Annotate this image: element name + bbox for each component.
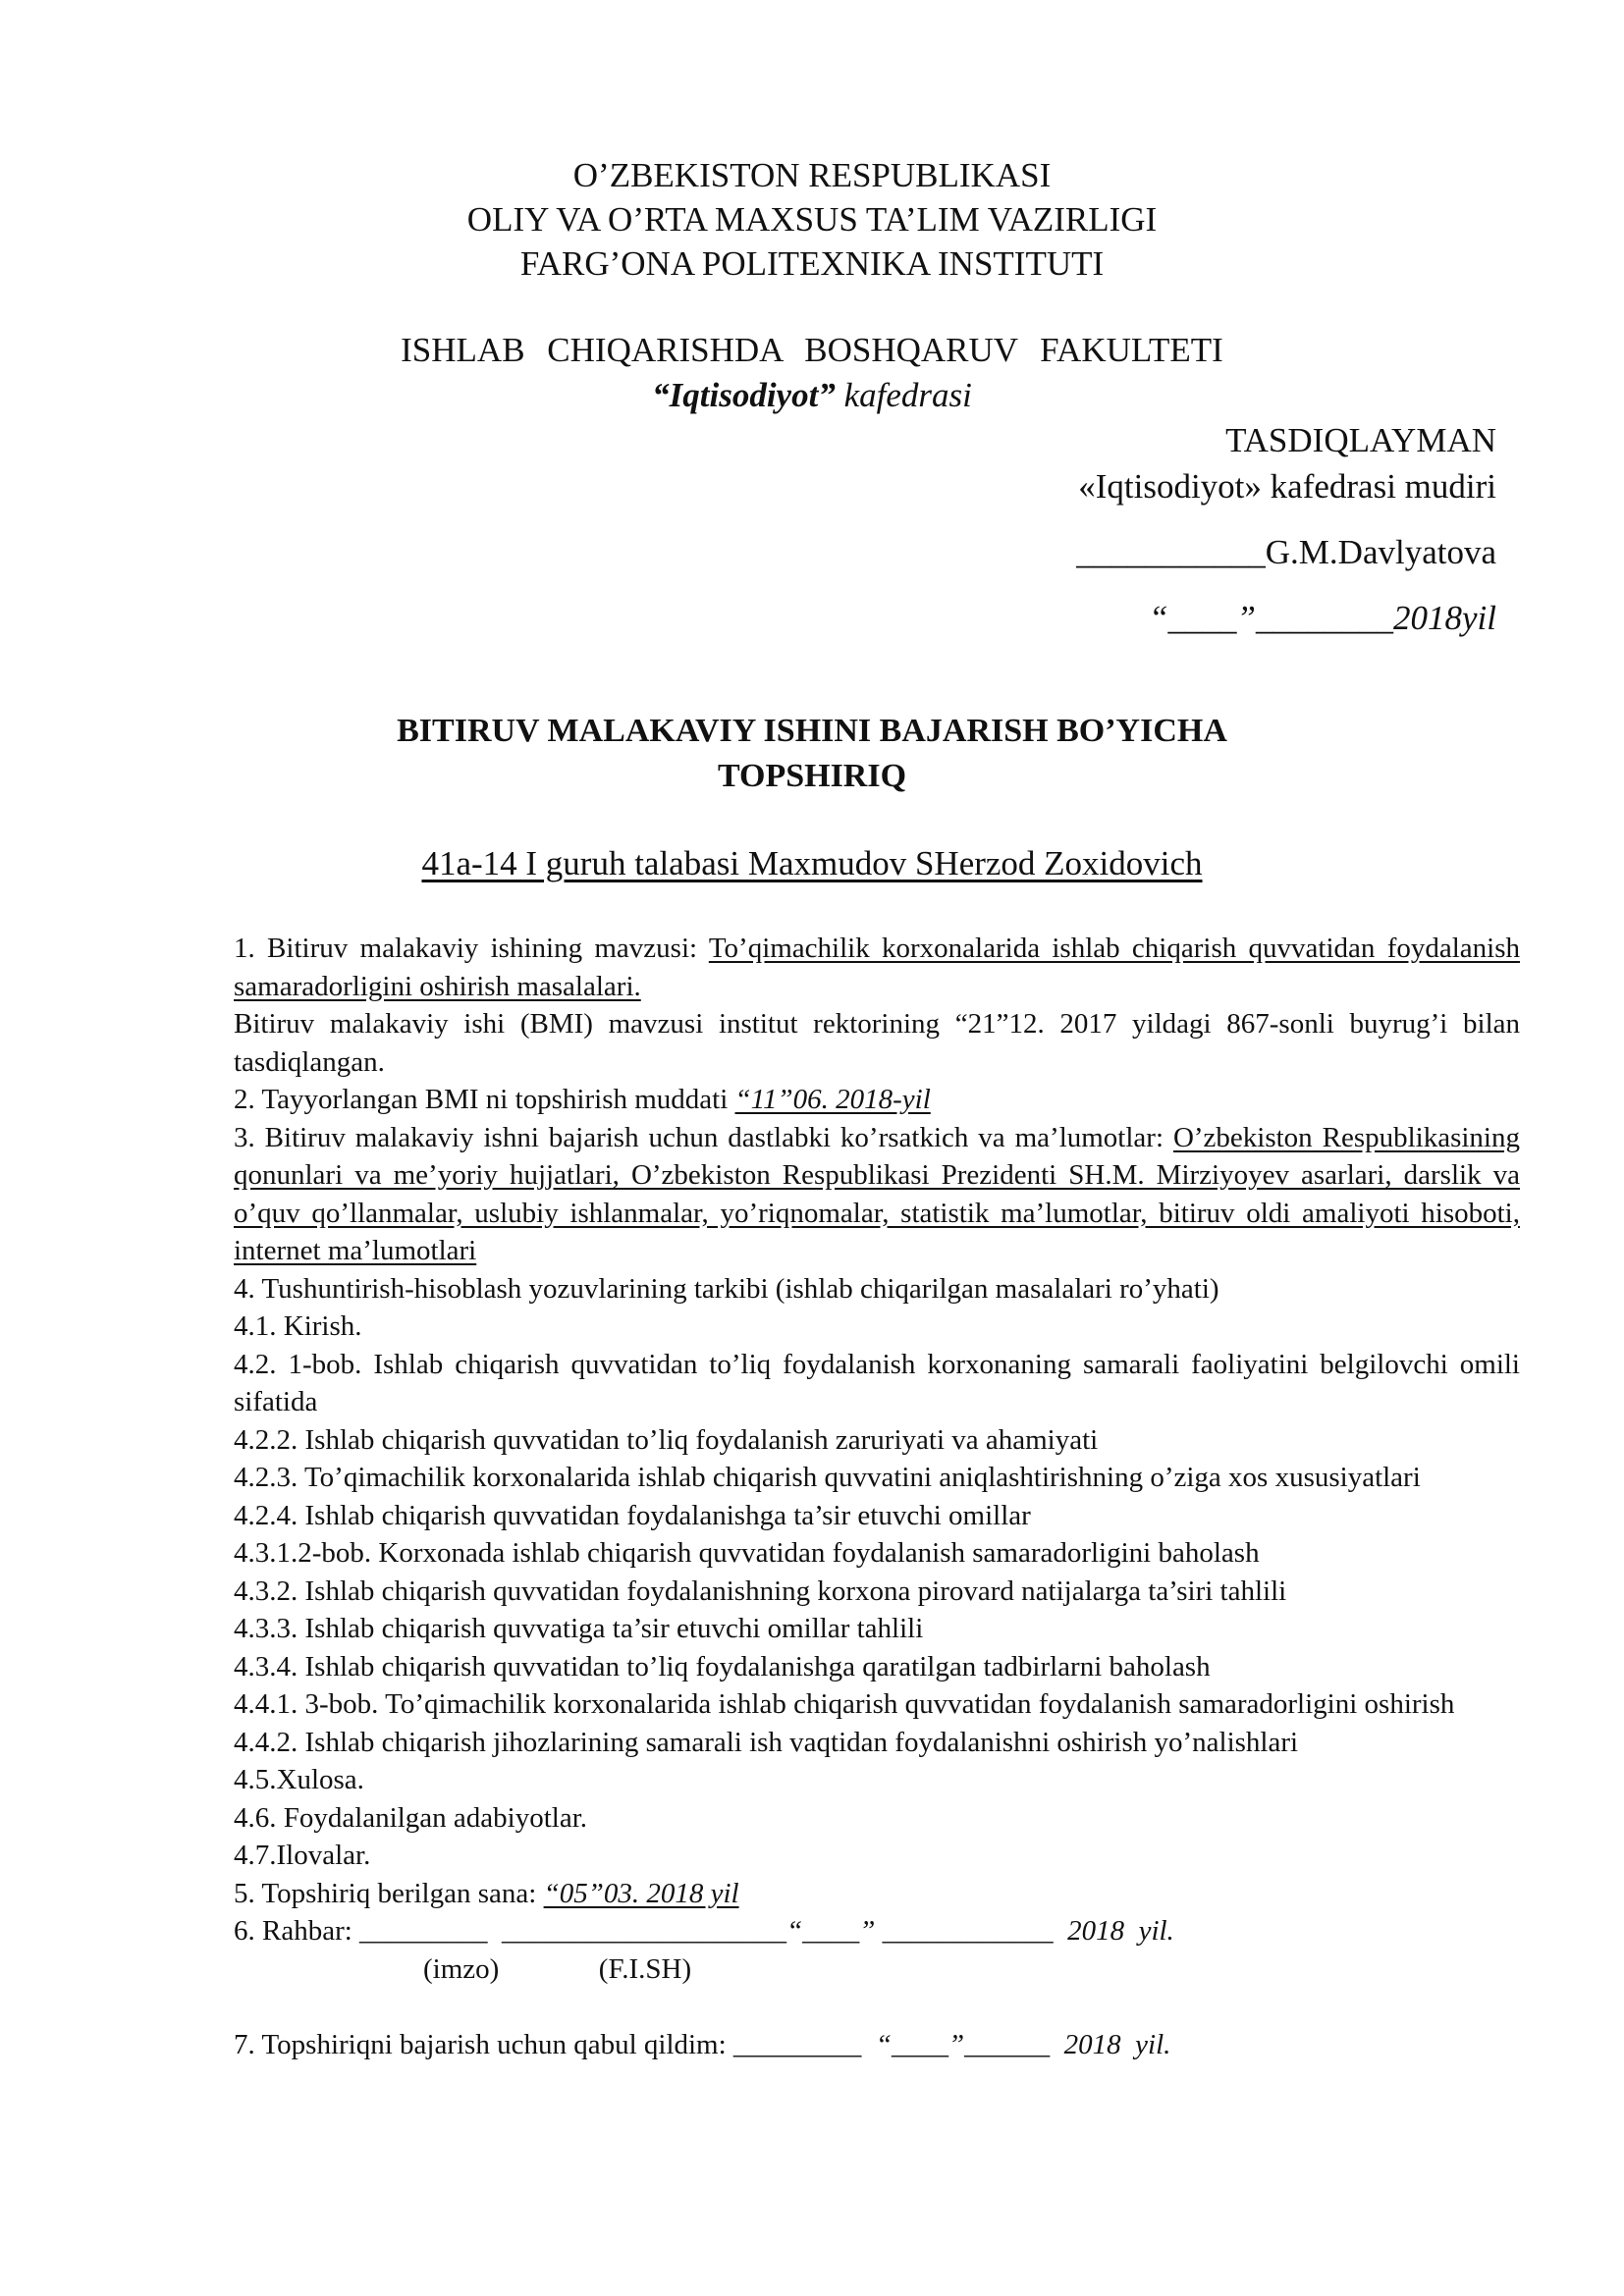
item-5-label: 5. Topshiriq berilgan sana: xyxy=(234,1877,544,1909)
contents-item: 4.2.4. Ishlab chiqarish quvvatidan foydalanishga ta’sir etuvchi omillar xyxy=(234,1499,1031,1531)
contents-item: 4.4.2. Ishlab chiqarish jihozlarining samarali ish vaqtidan foydalanishni oshirish yo’nalishlari xyxy=(234,1726,1299,1758)
item-3-value: O’zbekiston Respublikasining qonunlari va me’yoriy hujjatlari, O’zbekiston Respublikasi Prezidenti SH.M. Mirziyoyev asarlari, darslik va o’quv qo’llanmalar, uslubiy ishlanmalar, yo’riqnomalar, statistik ma’lumotlar, bitiruv oldi amaliyoti hisoboti, internet ma’lumotlari xyxy=(234,1121,1520,1266)
item-6-label: 6. Rahbar: _________ ____________________ xyxy=(234,1915,787,1947)
document-title-line1: BITIRUV MALAKAVIY ISHINI BAJARISH BO’YICHA xyxy=(397,713,1227,749)
signature-caption: (imzo) (F.I.SH) xyxy=(423,1952,692,1985)
item-3-label: 3. Bitiruv malakaviy ishni bajarish uchun dastlabki ko’rsatkich va ma’lumotlar: xyxy=(234,1121,1173,1153)
contents-item: 4.4.1. 3-bob. To’qimachilik korxonalarida ishlab chiqarish quvvatidan foydalanish samaradorligini oshirish xyxy=(234,1688,1455,1720)
spacer xyxy=(234,1988,1520,2026)
department-name xyxy=(0,374,1624,417)
item-7-label: 7. Topshiriqni bajarish uchun qabul qildim: _________ xyxy=(234,2028,876,2060)
item-6-date: “____” ____________ 2018 yil. xyxy=(786,1915,1174,1947)
contents-item: 4.1. Kirish. xyxy=(234,1310,362,1342)
item-1-note: Bitiruv malakaviy ishi (BMI) mavzusi institut rektorining “21”12. 2017 yildagi 867-sonli buyrug’i bilan tasdiqlangan. xyxy=(234,1008,1520,1078)
department-title: “Iqtisodiyot” xyxy=(652,376,836,414)
document-title-line2: TOPSHIRIQ xyxy=(717,758,907,794)
contents-item: 4.2.3. To’qimachilik korxonalarida ishlab chiqarish quvvatini aniqlashtirishning o’ziga xos xususiyatlari xyxy=(234,1462,1421,1493)
item-5-date: “05”03. 2018 yil xyxy=(543,1877,739,1909)
approval-position: «Iqtisodiyot» kafedrasi mudiri xyxy=(1078,467,1496,506)
item-1 xyxy=(234,930,1520,1005)
contents-item: 4.7.Ilovalar. xyxy=(234,1840,371,1871)
contents-item: 4.2.2. Ishlab chiqarish quvvatidan to’liq foydalanish zaruriyati va ahamiyati xyxy=(234,1423,1099,1456)
task-body xyxy=(234,930,1520,2063)
contents-item: 4.5.Xulosa. xyxy=(234,1764,364,1795)
item-6 xyxy=(234,1912,1520,1950)
contents-item: 4.3.2. Ishlab chiqarish quvvatidan foydalanishning korxona pirovard natijalarga ta’siri tahlili xyxy=(234,1575,1287,1607)
contents-item: 4.3.1.2-bob. Korxonada ishlab chiqarish quvvatidan foydalanish samaradorligini baholash xyxy=(234,1537,1260,1569)
student-line: 41a-14 I guruh talabasi Maxmudov SHerzod Zoxidovich xyxy=(421,844,1203,882)
item-3 xyxy=(234,1119,1520,1270)
header-ministry-country: O’ZBEKISTON RESPUBLIKASI xyxy=(572,156,1052,194)
item-2-date: “11”06. 2018-yil xyxy=(734,1084,931,1115)
approval-signature-line: ___________G.M.Davlyatova xyxy=(1076,533,1496,571)
contents-item: 4.6. Foydalanilgan adabiyotlar. xyxy=(234,1801,588,1834)
contents-item: 4.2. 1-bob. Ishlab chiqarish quvvatidan to’liq foydalanish korxonaning samarali faoliyatini belgilovchi omili sifatida xyxy=(234,1348,1520,1417)
item-4: 4. Tushuntirish-hisoblash yozuvlarining tarkibi (ishlab chiqarilgan masalalari ro’yhati) xyxy=(234,1272,1219,1305)
header-institute: FARG’ONA POLITEXNIKA INSTITUTI xyxy=(519,244,1105,283)
item-7 xyxy=(234,2026,1520,2064)
item-1-topic: To’qimachilik korxonalarida ishlab chiqarish quvvatidan foydalanish samaradorligini oshirish masalalari. xyxy=(234,933,1520,1002)
contents-item: 4.3.3. Ishlab chiqarish quvvatiga ta’sir etuvchi omillar tahlili xyxy=(234,1613,924,1644)
item-1-label: 1. Bitiruv malakaviy ishining mavzusi: xyxy=(234,933,709,964)
department-suffix: kafedrasi xyxy=(835,376,972,414)
item-2-label: 2. Tayyorlangan BMI ni topshirish muddati xyxy=(234,1084,735,1115)
item-2 xyxy=(234,1081,1520,1119)
approval-title: TASDIQLAYMAN xyxy=(1225,421,1496,459)
item-5 xyxy=(234,1875,1520,1913)
approval-date-line: “____”________2018yil xyxy=(1149,599,1496,637)
contents-item: 4.3.4. Ishlab chiqarish quvvatidan to’liq foydalanishga qaratilgan tadbirlarni baholash xyxy=(234,1650,1211,1682)
faculty-name: ISHLAB CHIQARISHDA BOSHQARUV FAKULTETI xyxy=(401,331,1223,369)
header-ministry: OLIY VA O’RTA MAXSUS TA’LIM VAZIRLIGI xyxy=(466,200,1158,239)
item-7-date: “____”______ 2018 yil. xyxy=(875,2028,1171,2060)
